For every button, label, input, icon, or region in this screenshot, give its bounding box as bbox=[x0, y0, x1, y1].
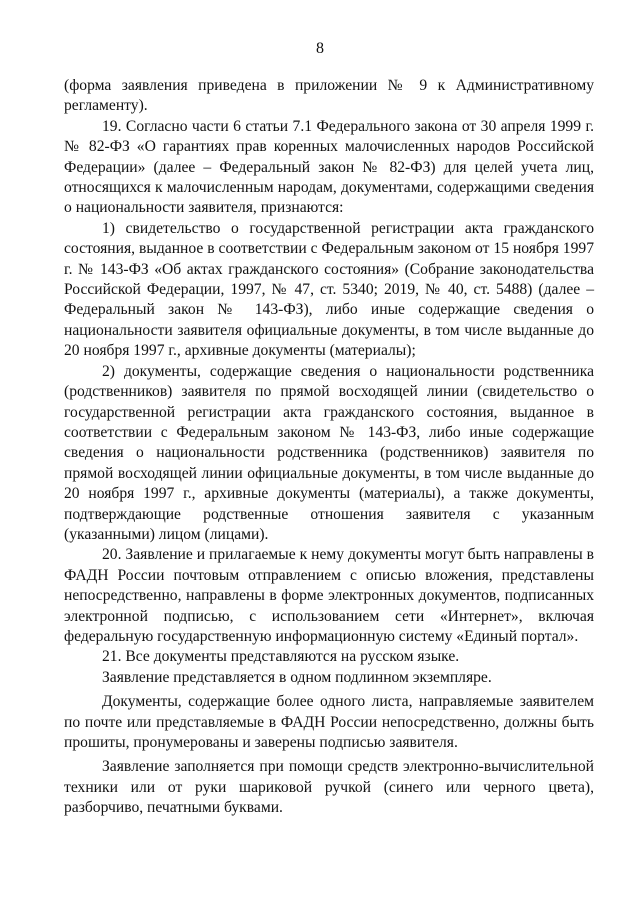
paragraph-19: 19. Согласно части 6 статьи 7.1 Федерального закона от 30 апреля 1999 г. № 82-ФЗ «О гарантиях прав коренных малочисленных народов Российской Федерации» (далее – Федеральный закон № 82-ФЗ) для целей учета лиц, относящихся к малочисленным народам, документами, содержащими сведения о национальности заявителя, признаются: bbox=[64, 117, 594, 217]
paragraph-19-item-1: 1) свидетельство о государственной регистрации акта гражданского состояния, выданное в соответствии с Федеральным законом от 15 ноября 1997 г. № 143-ФЗ «Об актах гражданского состояния» (Собрание законодательства Российской Федерации, 1997, № 47, ст. 5340; 2019, № 40, ст. 5488) (далее – Федеральный закон № 143-ФЗ), либо иные содержащие сведения о национальности заявителя официальные документы, в том числе выданные до 20 ноября 1997 г., архивные документы (материалы); bbox=[64, 219, 594, 360]
paragraph-multi-sheet: Документы, содержащие более одного листа, направляемые заявителем по почте или представляемые в ФАДН России непосредственно, должны быть прошиты, пронумерованы и заверены подписью заявителя. bbox=[64, 693, 594, 751]
paragraph-21: 21. Все документы представляются на русском языке. bbox=[102, 648, 460, 666]
paragraph-form-reference: (форма заявления приведена в приложении № 9 к Административному регламенту). bbox=[64, 77, 594, 115]
paragraph-single-copy: Заявление представляется в одном подлинном экземпляре. bbox=[102, 668, 492, 686]
paragraph-filling-rules: Заявление заполняется при помощи средств электронно-вычислительной техники или от руки шариковой ручкой (синего или черного цвета), разборчиво, печатными буквами. bbox=[64, 758, 594, 817]
paragraph-19-item-2: 2) документы, содержащие сведения о национальности родственника (родственников) заявителя по прямой восходящей линии (свидетельство о государственной регистрации акта гражданского состояния, выданное в соответствии с Федеральным законом № 143-ФЗ, либо иные содержащие сведения о национальности родственника (родственников) заявителя по прямой восходящей линии официальные документы, в том числе выданные до 20 ноября 1997 г., архивные документы (материалы), а также документы, подтверждающие родственные отношения заявителя с указанным (указанными) лицом (лицами). bbox=[64, 362, 594, 543]
paragraph-20: 20. Заявление и прилагаемые к нему документы могут быть направлены в ФАДН России почтовым отправлением с описью вложения, представлены непосредственно, направлены в форме электронных документов, подписанных электронной подписью, с использованием сети «Интернет», включая федеральную государственную информационную систему «Единый портал». bbox=[64, 546, 594, 645]
document-body bbox=[64, 76, 594, 819]
page-number: 8 bbox=[316, 40, 324, 57]
